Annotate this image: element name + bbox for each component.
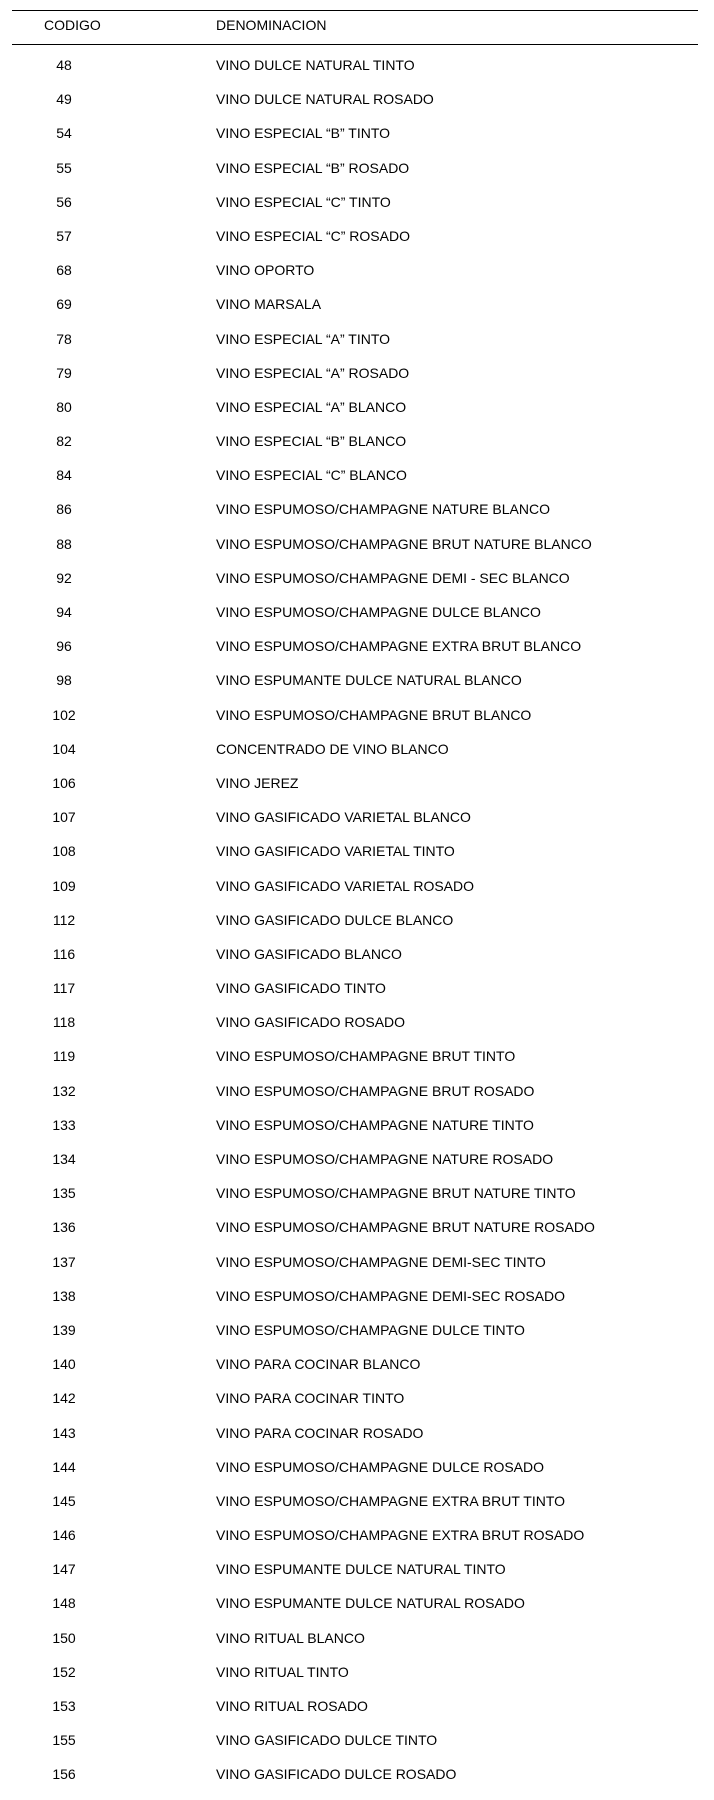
table-row — [12, 90, 698, 124]
row-code: 155 — [52, 1732, 76, 1749]
row-code: 112 — [52, 911, 76, 928]
row-denomination: VINO ESPUMOSO/CHAMPAGNE EXTRA BRUT TINTO — [216, 1492, 566, 1509]
table-row — [12, 1629, 698, 1663]
table-row — [12, 1731, 698, 1765]
row-code: 117 — [52, 980, 76, 997]
table-row — [12, 877, 698, 911]
row-code: 146 — [52, 1527, 76, 1544]
row-code: 156 — [52, 1766, 76, 1783]
row-code: 80 — [56, 398, 72, 415]
table-row — [12, 1082, 698, 1116]
row-denomination: VINO ESPUMOSO/CHAMPAGNE NATURE ROSADO — [216, 1151, 554, 1167]
row-denomination: VINO ESPUMOSO/CHAMPAGNE BRUT TINTO — [216, 1048, 516, 1065]
row-denomination: VINO ESPUMOSO/CHAMPAGNE DULCE TINTO — [216, 1321, 525, 1338]
table-row — [12, 911, 698, 945]
table-row — [12, 1663, 698, 1697]
row-denomination: VINO GASIFICADO VARIETAL TINTO — [216, 843, 455, 860]
row-denomination: VINO RITUAL BLANCO — [216, 1629, 365, 1646]
row-code: 96 — [56, 638, 72, 655]
row-code: 145 — [52, 1492, 76, 1509]
table-row — [12, 1560, 698, 1594]
row-denomination: VINO PARA COCINAR BLANCO — [216, 1356, 421, 1373]
table-row — [12, 671, 698, 705]
row-denomination: VINO GASIFICADO ROSADO — [216, 1014, 406, 1031]
table-row — [12, 1765, 698, 1799]
row-code: 142 — [52, 1390, 76, 1407]
row-denomination: VINO ESPUMOSO/CHAMPAGNE BRUT NATURE BLANCO — [216, 535, 592, 552]
table-row — [12, 945, 698, 979]
table-row — [12, 1424, 698, 1458]
row-denomination: VINO ESPUMOSO/CHAMPAGNE BRUT ROSADO — [216, 1082, 535, 1099]
row-denomination: VINO ESPECIAL “A” ROSADO — [216, 364, 410, 381]
row-code: 88 — [56, 535, 72, 552]
row-code: 116 — [52, 945, 76, 962]
row-code: 107 — [52, 809, 76, 826]
row-code: 134 — [52, 1151, 76, 1167]
row-denomination: VINO JEREZ — [216, 774, 299, 791]
table-row — [12, 330, 698, 364]
row-code: 78 — [56, 330, 72, 347]
row-code: 147 — [52, 1561, 76, 1578]
table-row — [12, 1287, 698, 1321]
table-row — [12, 569, 698, 603]
row-code: 56 — [56, 193, 72, 210]
row-denomination: VINO ESPUMOSO/CHAMPAGNE DEMI - SEC BLANCO — [216, 569, 570, 586]
table-row — [12, 261, 698, 295]
wine-code-table — [12, 10, 698, 1800]
row-code: 140 — [52, 1356, 76, 1373]
table-row — [12, 706, 698, 740]
row-code: 84 — [56, 467, 72, 484]
row-denomination: VINO PARA COCINAR TINTO — [216, 1390, 405, 1407]
row-code: 139 — [52, 1321, 76, 1338]
row-denomination: VINO GASIFICADO BLANCO — [216, 945, 402, 962]
row-denomination: VINO ESPUMANTE DULCE NATURAL TINTO — [216, 1561, 506, 1578]
row-denomination: VINO ESPUMOSO/CHAMPAGNE BRUT NATURE ROSADO — [216, 1219, 595, 1236]
row-code: 108 — [52, 843, 76, 860]
table-row — [12, 432, 698, 466]
row-denomination: VINO MARSALA — [216, 296, 322, 313]
table-row — [12, 979, 698, 1013]
row-code: 86 — [56, 501, 72, 518]
row-code: 150 — [52, 1629, 76, 1646]
row-code: 68 — [56, 262, 72, 279]
row-code: 69 — [56, 296, 72, 313]
row-denomination: VINO ESPECIAL “B” ROSADO — [216, 159, 410, 176]
table-row — [12, 1184, 698, 1218]
table-row — [12, 295, 698, 329]
table-row — [12, 808, 698, 842]
table-header — [12, 11, 698, 44]
row-code: 92 — [56, 569, 72, 586]
row-code: 148 — [52, 1595, 76, 1612]
header-codigo: CODIGO — [44, 17, 101, 33]
row-code: 153 — [52, 1698, 76, 1714]
row-denomination: VINO ESPUMANTE DULCE NATURAL BLANCO — [216, 672, 522, 689]
row-denomination: VINO ESPUMOSO/CHAMPAGNE BRUT NATURE TINTO — [216, 1185, 576, 1202]
row-code: 133 — [52, 1116, 76, 1133]
row-code: 109 — [52, 877, 76, 894]
table-row — [12, 227, 698, 261]
table-row — [12, 535, 698, 569]
table-row — [12, 1150, 698, 1184]
table-row — [12, 1458, 698, 1492]
table-row — [12, 1218, 698, 1252]
table-row — [12, 56, 698, 90]
row-code: 54 — [56, 125, 72, 142]
row-denomination: VINO ESPUMOSO/CHAMPAGNE DULCE ROSADO — [216, 1458, 545, 1475]
row-denomination: VINO GASIFICADO TINTO — [216, 980, 386, 997]
table-row — [12, 1526, 698, 1560]
row-code: 118 — [52, 1014, 76, 1031]
row-denomination: VINO ESPUMOSO/CHAMPAGNE NATURE BLANCO — [216, 501, 550, 518]
row-code: 106 — [52, 774, 76, 791]
table-row — [12, 1389, 698, 1423]
table-row — [12, 364, 698, 398]
row-denomination: VINO RITUAL ROSADO — [216, 1698, 368, 1714]
row-denomination: VINO PARA COCINAR ROSADO — [216, 1424, 424, 1441]
row-code: 102 — [52, 706, 76, 723]
row-code: 132 — [52, 1082, 76, 1099]
row-denomination: VINO ESPUMOSO/CHAMPAGNE DEMI-SEC ROSADO — [216, 1287, 566, 1304]
row-denomination: VINO ESPUMOSO/CHAMPAGNE NATURE TINTO — [216, 1116, 534, 1133]
row-denomination: VINO GASIFICADO VARIETAL BLANCO — [216, 809, 471, 826]
table-row — [12, 1355, 698, 1389]
table-row — [12, 1013, 698, 1047]
row-code: 144 — [52, 1458, 76, 1475]
row-denomination: VINO GASIFICADO VARIETAL ROSADO — [216, 877, 475, 894]
row-code: 49 — [56, 91, 72, 108]
table-row — [12, 1253, 698, 1287]
row-denomination: VINO ESPECIAL “C” ROSADO — [216, 227, 410, 244]
table-row — [12, 193, 698, 227]
row-code: 94 — [56, 604, 72, 620]
table-row — [12, 466, 698, 500]
table-row — [12, 1047, 698, 1081]
row-code: 138 — [52, 1287, 76, 1304]
row-denomination: VINO ESPUMOSO/CHAMPAGNE DEMI-SEC TINTO — [216, 1253, 546, 1270]
row-code: 104 — [52, 740, 76, 757]
row-denomination: VINO ESPECIAL “B” TINTO — [216, 125, 391, 142]
table-row — [12, 774, 698, 808]
row-denomination: VINO RITUAL TINTO — [216, 1663, 349, 1680]
table-row — [12, 603, 698, 637]
row-code: 136 — [52, 1219, 76, 1236]
row-code: 79 — [56, 364, 72, 381]
table-row — [12, 1697, 698, 1731]
row-denomination: VINO OPORTO — [216, 262, 315, 279]
header-denominacion: DENOMINACION — [216, 17, 327, 33]
row-denomination: VINO ESPUMANTE DULCE NATURAL ROSADO — [216, 1595, 525, 1612]
row-denomination: VINO ESPECIAL “A” TINTO — [216, 330, 391, 347]
row-denomination: VINO ESPUMOSO/CHAMPAGNE EXTRA BRUT ROSADO — [216, 1527, 585, 1544]
table-row — [12, 842, 698, 876]
row-denomination: VINO GASIFICADO DULCE TINTO — [216, 1732, 438, 1749]
row-denomination: VINO ESPECIAL “C” TINTO — [216, 193, 391, 210]
row-denomination: VINO ESPUMOSO/CHAMPAGNE EXTRA BRUT BLANCO — [216, 638, 582, 655]
table-row — [12, 1492, 698, 1526]
table-body — [12, 45, 698, 1800]
table-row — [12, 1116, 698, 1150]
row-denomination: VINO DULCE NATURAL ROSADO — [216, 91, 434, 108]
row-code: 55 — [56, 159, 72, 176]
row-code: 82 — [56, 433, 72, 450]
table-row — [12, 398, 698, 432]
row-denomination: VINO ESPECIAL “B” BLANCO — [216, 433, 407, 450]
row-code: 135 — [52, 1185, 76, 1202]
row-denomination: VINO GASIFICADO DULCE ROSADO — [216, 1766, 457, 1783]
table-row — [12, 124, 698, 158]
row-denomination: VINO ESPECIAL “A” BLANCO — [216, 398, 407, 415]
row-denomination: VINO ESPUMOSO/CHAMPAGNE DULCE BLANCO — [216, 604, 541, 620]
table-row — [12, 637, 698, 671]
row-code: 98 — [56, 672, 72, 689]
row-code: 137 — [52, 1253, 76, 1270]
table-row — [12, 1594, 698, 1628]
row-code: 57 — [56, 227, 72, 244]
row-denomination: VINO ESPUMOSO/CHAMPAGNE BRUT BLANCO — [216, 706, 532, 723]
table-row — [12, 740, 698, 774]
table-row — [12, 500, 698, 534]
row-code: 48 — [56, 57, 72, 73]
row-denomination: VINO ESPECIAL “C” BLANCO — [216, 467, 407, 484]
row-denomination: CONCENTRADO DE VINO BLANCO — [216, 740, 449, 757]
table-row — [12, 159, 698, 193]
row-code: 143 — [52, 1424, 76, 1441]
table-row — [12, 1321, 698, 1355]
row-code: 152 — [52, 1663, 76, 1680]
row-code: 119 — [52, 1048, 76, 1065]
row-denomination: VINO GASIFICADO DULCE BLANCO — [216, 911, 454, 928]
row-denomination: VINO DULCE NATURAL TINTO — [216, 57, 415, 73]
